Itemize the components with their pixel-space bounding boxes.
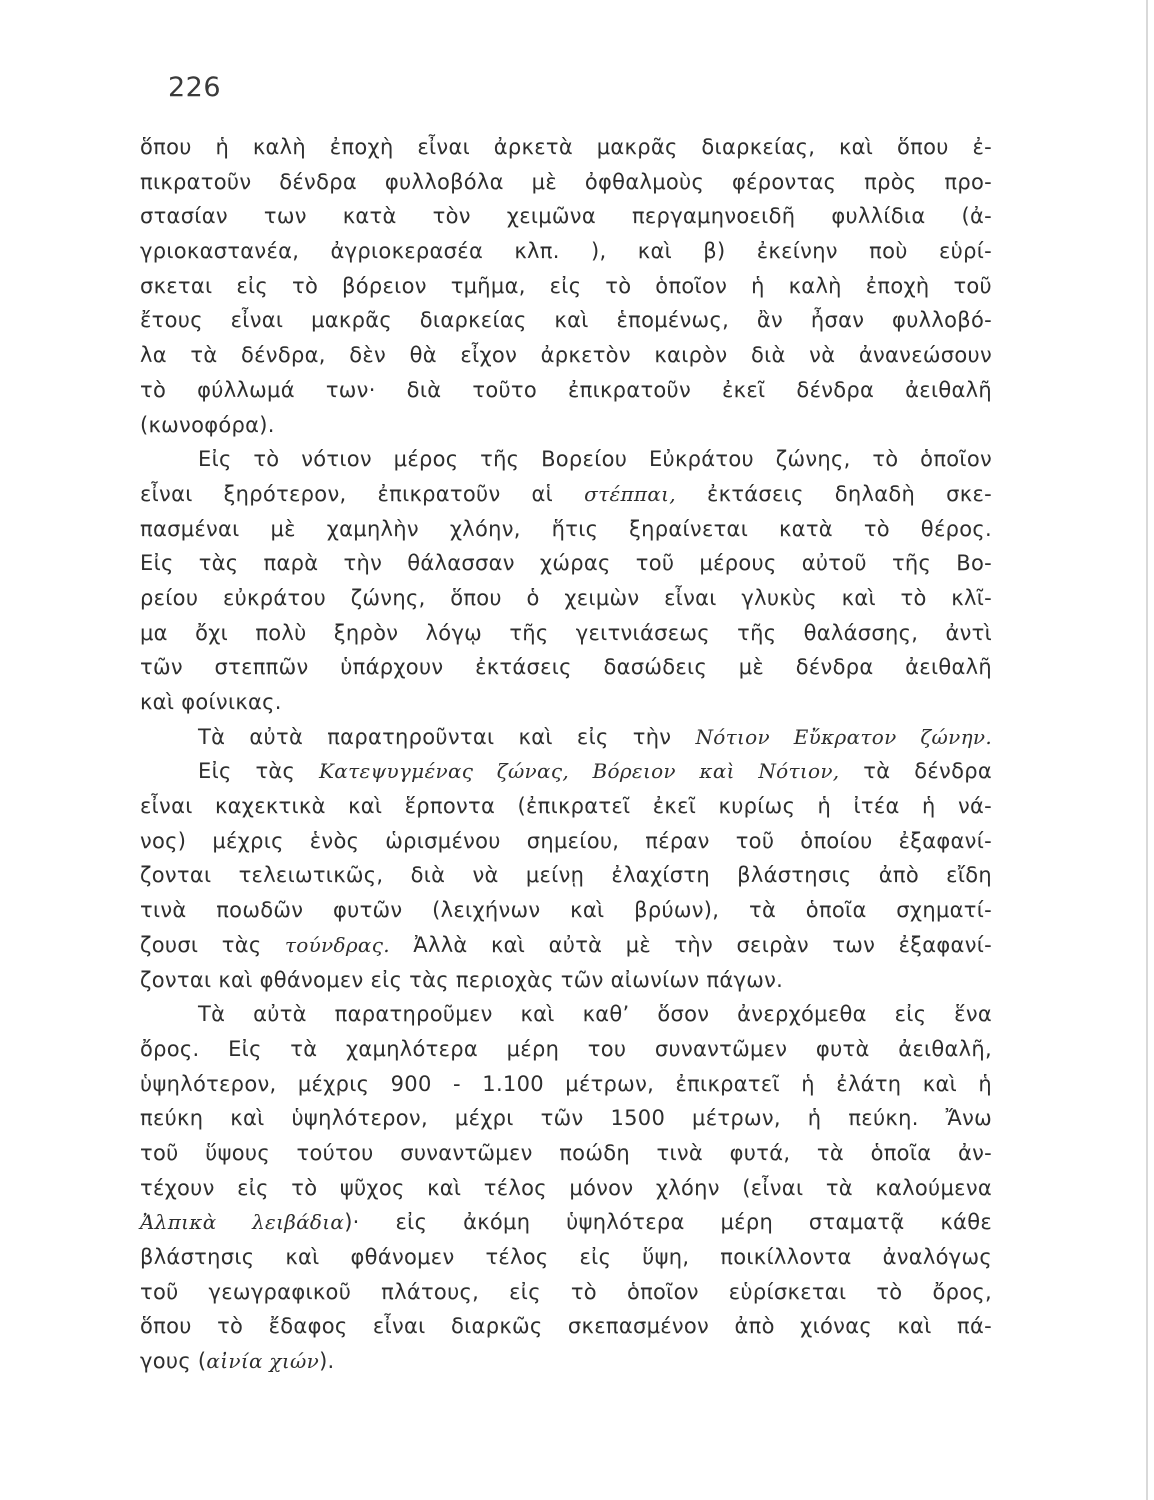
text-segment: στασίαν των κατὰ τὸν χειμῶνα περγαμηνοειδῆ φυλλίδια (ἀ- bbox=[140, 204, 992, 229]
text-line bbox=[140, 824, 992, 859]
text-line bbox=[140, 581, 992, 616]
text-segment: ρείου εὐκράτου ζώνης, ὅπου ὁ χειμὼν εἶναι γλυκὺς καὶ τὸ κλῖ- bbox=[140, 585, 992, 610]
body-text bbox=[140, 130, 992, 1379]
text-segment: ζονται τελειωτικῶς, διὰ νὰ μείνῃ ἐλαχίστη βλάστησις ἀπὸ εἴδη bbox=[140, 863, 992, 888]
text-line bbox=[140, 720, 992, 755]
text-segment: Εἰς τὰς bbox=[198, 759, 320, 784]
italic-term: Νότιον Εὔκρατον ζώνην. bbox=[695, 724, 992, 749]
italic-term: αἰνία χιών bbox=[206, 1349, 320, 1374]
text-line bbox=[140, 303, 992, 338]
text-line bbox=[140, 1101, 992, 1136]
text-segment: γριοκαστανέα, ἀγριοκερασέα κλπ. ), καὶ β) ἐκείνην ποὺ εὑρί- bbox=[140, 239, 992, 264]
text-segment: εἶναι ξηρότερον, ἐπικρατοῦν αἱ bbox=[140, 481, 585, 506]
text-line bbox=[140, 1032, 992, 1067]
text-line bbox=[140, 477, 992, 512]
text-segment: νος) μέχρις ἑνὸς ὡρισμένου σημείου, πέραν τοῦ ὁποίου ἐξαφανί- bbox=[140, 828, 992, 853]
text-line bbox=[140, 338, 992, 373]
text-segment: τοῦ ὕψους τούτου συναντῶμεν ποώδη τινὰ φυτά, τὰ ὁποῖα ἀν- bbox=[140, 1140, 992, 1165]
text-line bbox=[140, 1344, 992, 1379]
text-segment: Τὰ αὐτὰ παρατηροῦμεν καὶ καθ’ ὅσον ἀνερχόμεθα εἰς ἕνα bbox=[198, 1002, 992, 1027]
text-segment: ὅπου τὸ ἔδαφος εἶναι διαρκῶς σκεπασμένον ἀπὸ χιόνας καὶ πά- bbox=[140, 1314, 992, 1339]
text-segment: σκεται εἰς τὸ βόρειον τμῆμα, εἰς τὸ ὁποῖον ἡ καλὴ ἐποχὴ τοῦ bbox=[140, 273, 992, 298]
text-line bbox=[140, 997, 992, 1032]
text-line bbox=[140, 1171, 992, 1206]
text-segment: τὰ δένδρα bbox=[839, 759, 992, 784]
text-segment: πικρατοῦν δένδρα φυλλοβόλα μὲ ὀφθαλμοὺς φέροντας πρὸς προ- bbox=[140, 169, 992, 194]
text-line bbox=[140, 546, 992, 581]
text-line bbox=[140, 1275, 992, 1310]
text-segment: καὶ φοίνικας. bbox=[140, 690, 282, 714]
text-line bbox=[140, 1136, 992, 1171]
text-segment: τὸ φύλλωμά των· διὰ τοῦτο ἐπικρατοῦν ἐκεῖ δένδρα ἀειθαλῆ bbox=[140, 377, 992, 402]
page-number: 226 bbox=[168, 72, 222, 103]
text-line bbox=[140, 616, 992, 651]
text-segment: (κωνοφόρα). bbox=[140, 412, 275, 437]
text-line bbox=[140, 893, 992, 928]
text-line bbox=[140, 685, 992, 720]
text-line bbox=[140, 650, 992, 685]
text-segment: τοῦ γεωγραφικοῦ πλάτους, εἰς τὸ ὁποῖον εὑρίσκεται τὸ ὄρος, bbox=[140, 1279, 992, 1304]
text-line bbox=[140, 928, 992, 963]
italic-term: στέππαι, bbox=[584, 481, 676, 506]
text-line bbox=[140, 963, 992, 998]
text-segment: Εἰς τὰς παρὰ τὴν θάλασσαν χώρας τοῦ μέρους αὐτοῦ τῆς Βο- bbox=[140, 551, 992, 576]
text-line bbox=[140, 1240, 992, 1275]
text-segment: ἐκτάσεις δηλαδὴ σκε- bbox=[675, 481, 992, 506]
text-segment: ὑψηλότερον, μέχρις 900 - 1.100 μέτρων, ἐπικρατεῖ ἡ ἐλάτη καὶ ἡ bbox=[140, 1071, 992, 1096]
italic-term: τούνδρας. bbox=[284, 932, 390, 957]
text-line bbox=[140, 199, 992, 234]
text-segment: ζονται καὶ φθάνομεν εἰς τὰς περιοχὰς τῶν αἰωνίων πάγων. bbox=[140, 967, 784, 992]
text-line bbox=[140, 789, 992, 824]
text-segment: γους ( bbox=[140, 1349, 207, 1374]
text-segment: βλάστησις καὶ φθάνομεν τέλος εἰς ὕψη, ποικίλλοντα ἀναλόγως bbox=[140, 1245, 992, 1269]
text-segment: εἶναι καχεκτικὰ καὶ ἕρποντα (ἐπικρατεῖ ἐκεῖ κυρίως ἡ ἰτέα ἡ νά- bbox=[140, 794, 992, 819]
italic-term: Κατεψυγμένας ζώνας, Βόρειον καὶ Νότιον, bbox=[319, 759, 840, 784]
text-segment: τῶν στεππῶν ὑπάρχουν ἐκτάσεις δασώδεις μὲ δένδρα ἀειθαλῆ bbox=[140, 655, 992, 680]
text-segment: τινὰ ποωδῶν φυτῶν (λειχήνων καὶ βρύων), τὰ ὁποῖα σχηματί- bbox=[140, 898, 992, 923]
text-segment: ἔτους εἶναι μακρᾶς διαρκείας καὶ ἑπομένως, ἂν ἦσαν φυλλοβό- bbox=[140, 308, 992, 333]
text-segment: τέχουν εἰς τὸ ψῦχος καὶ τέλος μόνον χλόην (εἶναι τὰ καλούμενα bbox=[140, 1175, 992, 1200]
text-line bbox=[140, 1309, 992, 1344]
text-line bbox=[140, 234, 992, 269]
text-segment: ὄρος. Εἰς τὰ χαμηλότερα μέρη του συναντῶμεν φυτὰ ἀειθαλῆ, bbox=[140, 1036, 992, 1061]
text-line bbox=[140, 269, 992, 304]
text-line bbox=[140, 442, 992, 477]
text-segment: Τὰ αὐτὰ παρατηροῦνται καὶ εἰς τὴν bbox=[198, 724, 696, 749]
text-segment: ζουσι τὰς bbox=[140, 932, 285, 957]
text-line bbox=[140, 165, 992, 200]
text-line bbox=[140, 754, 992, 789]
text-segment: Ἀλλὰ καὶ αὐτὰ μὲ τὴν σειρὰν των ἐξαφανί- bbox=[389, 932, 993, 957]
text-segment: )· εἰς ἀκόμη ὑψηλότερα μέρη σταματᾷ κάθε bbox=[344, 1210, 992, 1235]
text-line bbox=[140, 1067, 992, 1102]
text-segment: πασμέναι μὲ χαμηλὴν χλόην, ἥτις ξηραίνεται κατὰ τὸ θέρος. bbox=[140, 516, 992, 541]
text-line bbox=[140, 1205, 992, 1240]
text-segment: μα ὄχι πολὺ ξηρὸν λόγῳ τῆς γειτνιάσεως τῆς θαλάσσης, ἀντὶ bbox=[140, 620, 992, 645]
text-line bbox=[140, 130, 992, 165]
text-segment: ). bbox=[319, 1349, 335, 1374]
text-line bbox=[140, 408, 992, 443]
text-line bbox=[140, 512, 992, 547]
italic-term: Ἀλπικὰ λειβάδια bbox=[140, 1210, 345, 1235]
page-edge bbox=[1146, 0, 1148, 1500]
text-segment: λα τὰ δένδρα, δὲν θὰ εἶχον ἀρκετὸν καιρὸν διὰ νὰ ἀνανεώσουν bbox=[140, 343, 992, 368]
text-segment: πεύκη καὶ ὑψηλότερον, μέχρι τῶν 1500 μέτρων, ἡ πεύκη. Ἄνω bbox=[140, 1106, 992, 1131]
text-segment: ὅπου ἡ καλὴ ἐποχὴ εἶναι ἀρκετὰ μακρᾶς διαρκείας, καὶ ὅπου ἐ- bbox=[140, 135, 992, 159]
text-segment: Εἰς τὸ νότιον μέρος τῆς Βορείου Εὐκράτου ζώνης, τὸ ὁποῖον bbox=[198, 447, 992, 472]
text-line bbox=[140, 858, 992, 893]
text-line bbox=[140, 373, 992, 408]
